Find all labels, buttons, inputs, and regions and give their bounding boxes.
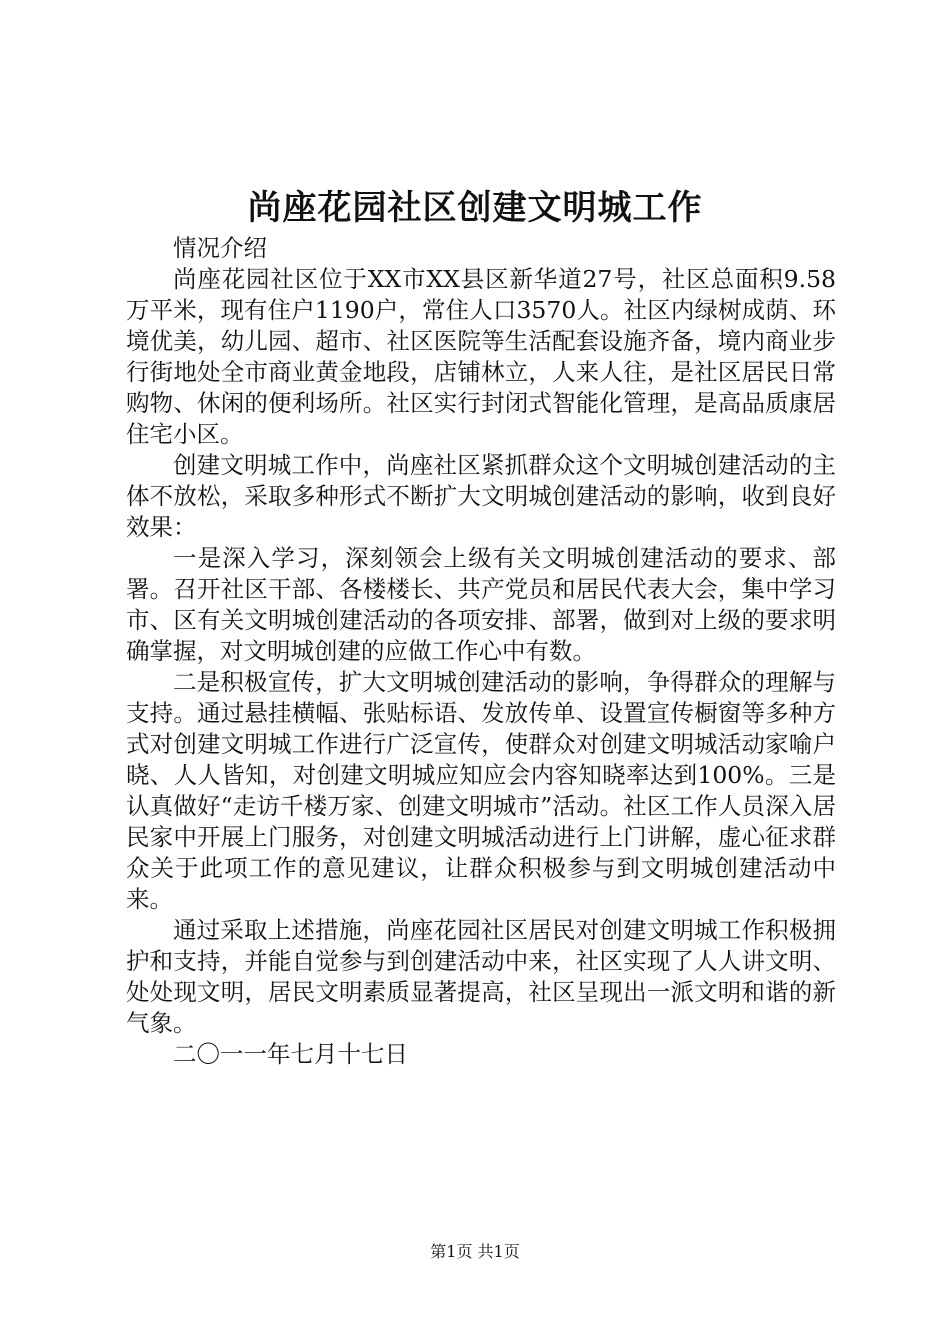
document-date: 二〇一一年七月十七日 (173, 1040, 408, 1068)
page-footer: 第1页 共1页 (430, 1242, 520, 1261)
paragraph-study-measure: 一是深入学习，深刻领会上级有关文明城创建活动的要求、部署。召开社区干部、各楼楼长、共产党员和居民代表大会，集中学习市、区有关文明城创建活动的各项安排、部署，做到对上级的要求明确掌握，对文明城创建的应做工作心中有数。 (126, 544, 836, 665)
paragraph-results: 通过采取上述措施，尚座花园社区居民对创建文明城工作积极拥护和支持，并能自觉参与到创建活动中来，社区实现了人人讲文明、处处现文明，居民文明素质显著提高，社区呈现出一派文明和谐的新气象。 (126, 916, 836, 1037)
paragraph-community-overview: 尚座花园社区位于XX市XX县区新华道27号，社区总面积9.58万平米，现有住户1190户，常住人口3570人。社区内绿树成荫、环境优美，幼儿园、超市、社区医院等生活配套设施齐备，境内商业步行街地处全市商业黄金地段，店铺林立，人来人往，是社区居民日常购物、休闲的便利场所。社区实行封闭式智能化管理，是高品质康居住宅小区。 (126, 265, 836, 448)
paragraph-publicity-measure: 二是积极宣传，扩大文明城创建活动的影响，争得群众的理解与支持。通过悬挂横幅、张贴标语、发放传单、设置宣传橱窗等多种方式对创建文明城工作进行广泛宣传，使群众对创建文明城活动家喻户晓、人人皆知，对创建文明城应知应会内容知晓率达到100%。三是认真做好“走访千楼万家、创建文明城市”活动。社区工作人员深入居民家中开展上门服务，对创建文明城活动进行上门讲解，虚心征求群众关于此项工作的意见建议，让群众积极参与到文明城创建活动中来。 (126, 668, 836, 913)
paragraph-work-summary: 创建文明城工作中，尚座社区紧抓群众这个文明城创建活动的主体不放松，采取多种形式不断扩大文明城创建活动的影响，收到良好效果： (126, 451, 836, 541)
document-title: 尚座花园社区创建文明城工作 (247, 188, 703, 228)
paragraph-intro-heading: 情况介绍 (173, 234, 267, 262)
document-body (126, 233, 836, 1070)
